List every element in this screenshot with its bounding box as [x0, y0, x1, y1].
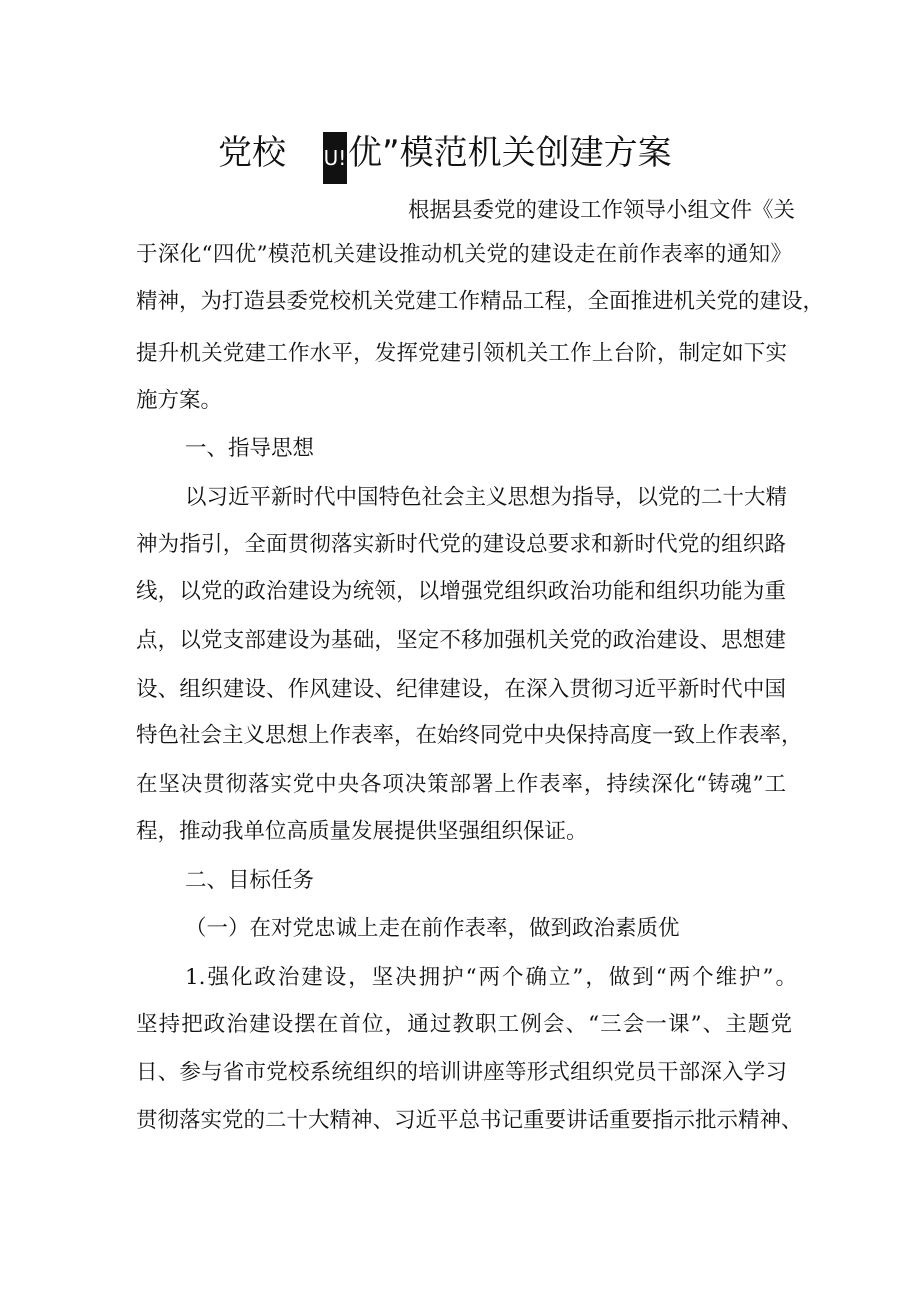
- paragraph-line: 坚持把政治建设摆在首位，通过教职工例会、“三会一课”、主题党: [136, 1012, 792, 1037]
- paragraph-line: 贯彻落实党的二十大精神、习近平总书记重要讲话重要指示批示精神、: [136, 1108, 803, 1133]
- paragraph-line: 线，以党的政治建设为统领，以增强党组织政治功能和组织功能为重: [136, 579, 786, 604]
- section-heading: 一、指导思想: [185, 436, 315, 461]
- intro-line: 施方案。: [136, 388, 223, 413]
- paragraph-line: 以习近平新时代中国特色社会主义思想为指导，以党的二十大精: [185, 485, 788, 510]
- intro-line: 根据县委党的建设工作领导小组文件《关: [408, 198, 796, 223]
- intro-line: 于深化“四优”模范机关建设推动机关党的建设走在前作表率的通知》: [136, 242, 792, 267]
- paragraph-line: 程，推动我单位高质量发展提供坚强组织保证。: [136, 819, 588, 844]
- intro-line: 提升机关党建工作水平，发挥党建引领机关工作上台阶，制定如下实: [136, 341, 787, 366]
- paragraph-line: 在坚决贯彻落实党中央各项决策部署上作表率，持续深化“铸魂”工: [136, 772, 786, 797]
- subsection-heading: （一）在对党忠诚上走在前作表率，做到政治素质优: [185, 916, 680, 941]
- title-part-2: 优”模范机关创建方案: [348, 133, 672, 173]
- intro-line: 精神，为打造县委党校机关党建工作精品工程，全面推进机关党的建设，: [136, 289, 825, 314]
- paragraph-line: 1.强化政治建设，坚决拥护“两个确立”，做到“两个维护”。: [185, 965, 797, 990]
- title-scan-artifact: U!: [323, 132, 347, 184]
- paragraph-line: 神为指引，全面贯彻落实新时代党的建设总要求和新时代党的组织路: [136, 532, 786, 557]
- paragraph-line: 点，以党支部建设为基础，坚定不移加强机关党的政治建设、思想建: [136, 628, 786, 653]
- title-part-1: 党校: [218, 133, 286, 173]
- document-title: [0, 130, 920, 190]
- section-heading: 二、目标任务: [185, 868, 315, 893]
- paragraph-line: 设、组织建设、作风建设、纪律建设，在深入贯彻习近平新时代中国: [136, 677, 786, 702]
- paragraph-line: 特色社会主义思想上作表率，在始终同党中央保持高度一致上作表率，: [136, 723, 803, 748]
- paragraph-line: 日、参与省市党校系统组织的培训讲座等形式组织党员干部深入学习: [136, 1060, 787, 1085]
